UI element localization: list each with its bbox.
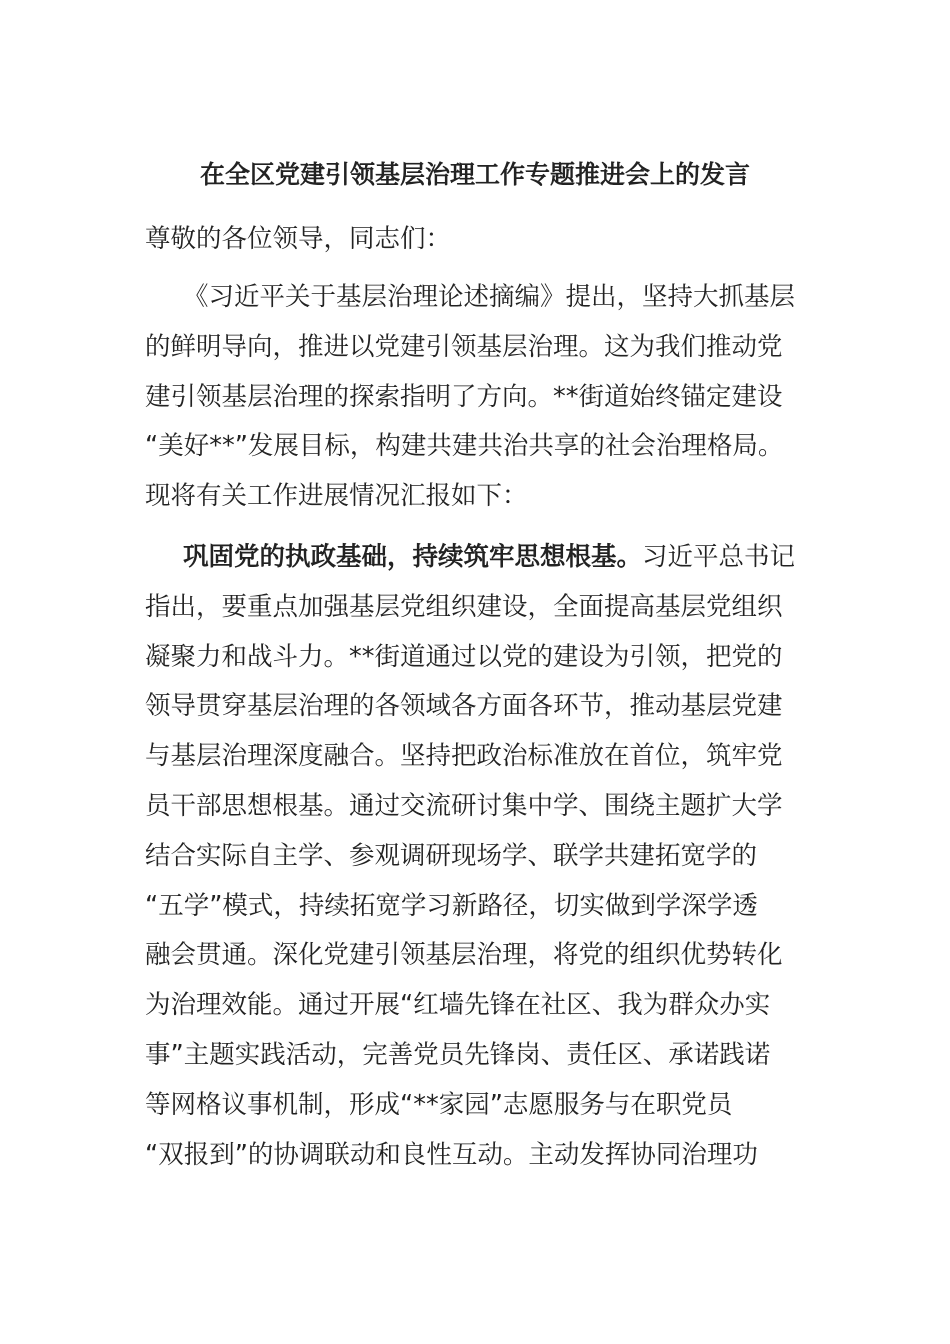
paragraph-line: 事”主题实践活动，完善党员先锋岗、责任区、承诺践诺	[145, 1039, 771, 1070]
paragraph-line: 建引领基层治理的探索指明了方向。**街道始终锚定建设	[145, 381, 783, 412]
section-heading: 巩固党的执政基础，持续筑牢思想根基。	[183, 542, 643, 572]
paragraph-line: 融会贯通。深化党建引领基层治理，将党的组织优势转化	[145, 940, 783, 971]
paragraph-line: 指出，要重点加强基层党组织建设，全面提高基层党组织	[145, 591, 783, 622]
paragraph-section-one	[145, 533, 815, 1180]
document-title: 在全区党建引领基层治理工作专题推进会上的发言	[199, 160, 750, 189]
paragraph-line-rest: 习近平总书记	[642, 542, 796, 572]
salutation-line: 尊敬的各位领导，同志们：	[145, 224, 452, 254]
paragraph-line: 的鲜明导向，推进以党建引领基层治理。这为我们推动党	[145, 331, 783, 362]
paragraph-line: 领导贯穿基层治理的各领域各方面各环节，推动基层党建	[145, 691, 783, 722]
paragraph-intro	[145, 273, 815, 522]
paragraph-line: 凝聚力和战斗力。**街道通过以党的建设为引领，把党的	[145, 641, 783, 672]
paragraph-line: 结合实际自主学、参观调研现场学、联学共建拓宽学的	[145, 840, 758, 871]
salutation	[145, 215, 815, 265]
paragraph-line: 《习近平关于基层治理论述摘编》提出，坚持大抓基层	[183, 282, 796, 312]
paragraph-line: 等网格议事机制，形成“**家园”志愿服务与在职党员	[145, 1089, 733, 1120]
paragraph-line: “五学”模式，持续拓宽学习新路径，切实做到学深学透	[145, 890, 758, 921]
paragraph-line: “美好**”发展目标，构建共建共治共享的社会治理格局。	[145, 431, 784, 462]
paragraph-line: 员干部思想根基。通过交流研讨集中学、围绕主题扩大学	[145, 790, 783, 821]
paragraph-first-line	[145, 533, 815, 583]
paragraph-line: 与基层治理深度融合。坚持把政治标准放在首位，筑牢党	[145, 741, 783, 772]
paragraph-line: “双报到”的协调联动和良性互动。主动发挥协同治理功	[145, 1139, 758, 1170]
paragraph-line: 现将有关工作进展情况汇报如下：	[145, 481, 528, 512]
paragraph-line: 为治理效能。通过开展“红墙先锋在社区、我为群众办实	[145, 990, 771, 1021]
